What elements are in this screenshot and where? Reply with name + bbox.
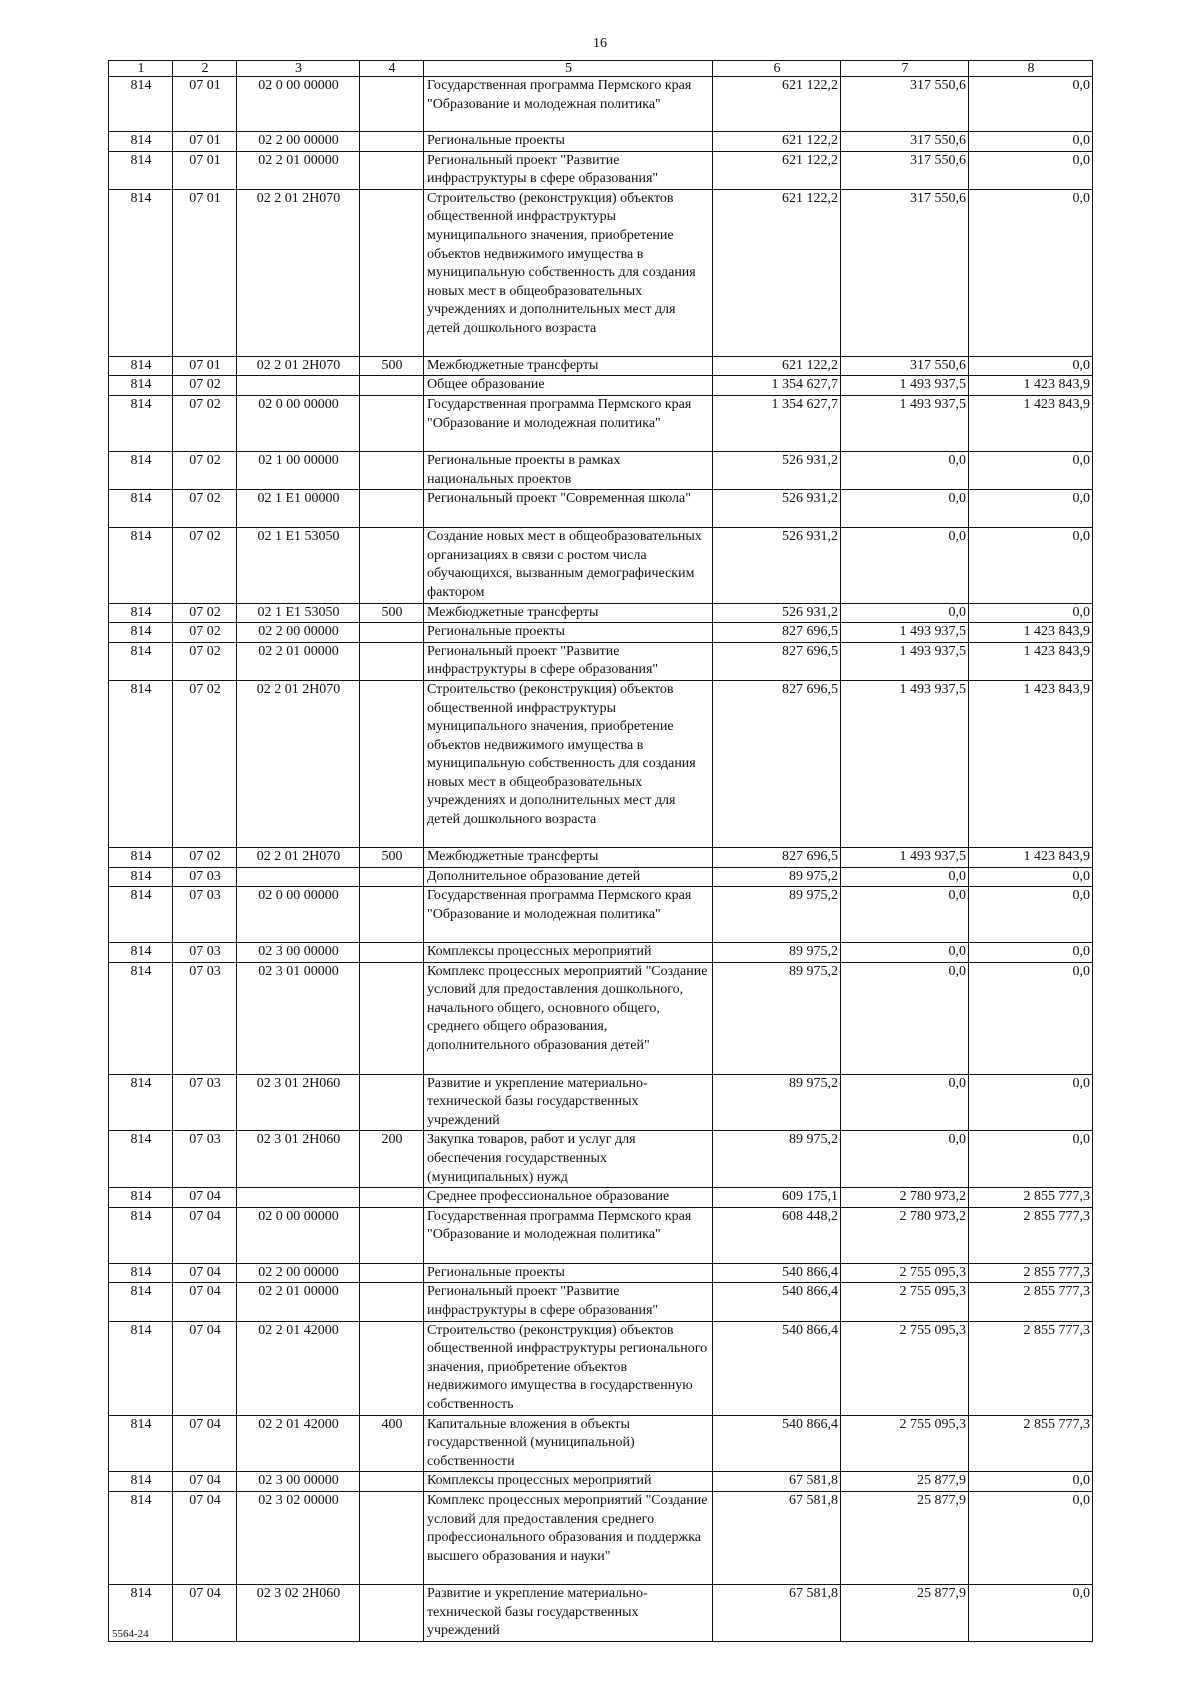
cell-description: Строительство (реконструкция) объектов общественной инфраструктуры муниципального значения, приобретение объектов недвижимого имущества в муниципальную собственность для создания новых мест в общеобразовательных учреждениях и дополнительных мест для детей дошкольного возраста: [424, 189, 713, 356]
cell-section: 07 01: [173, 132, 237, 152]
cell-amount-col6: 608 448,2: [713, 1207, 841, 1263]
cell-amount-col7: 317 550,6: [841, 132, 969, 152]
cell-target-article: 02 2 00 00000: [237, 1263, 360, 1283]
cell-amount-col6: 540 866,4: [713, 1415, 841, 1472]
table-row: [109, 603, 1093, 623]
cell-chapter: 814: [109, 1188, 173, 1208]
table-row: [109, 943, 1093, 963]
cell-section: 07 03: [173, 1131, 237, 1188]
cell-amount-col7: 1 493 937,5: [841, 680, 969, 847]
cell-chapter: 814: [109, 376, 173, 396]
cell-amount-col6: 89 975,2: [713, 943, 841, 963]
cell-amount-col7: 2 755 095,3: [841, 1415, 969, 1472]
cell-amount-col8: 2 855 777,3: [969, 1415, 1093, 1472]
cell-section: 07 04: [173, 1415, 237, 1472]
cell-chapter: 814: [109, 680, 173, 847]
table-row: [109, 867, 1093, 887]
cell-amount-col8: 0,0: [969, 1074, 1093, 1131]
cell-expense-type: [360, 395, 424, 451]
cell-amount-col7: 1 493 937,5: [841, 376, 969, 396]
cell-amount-col7: 0,0: [841, 962, 969, 1074]
table-row: [109, 1074, 1093, 1131]
cell-amount-col7: 0,0: [841, 887, 969, 943]
cell-chapter: 814: [109, 847, 173, 867]
cell-expense-type: [360, 1074, 424, 1131]
cell-target-article: 02 2 01 00000: [237, 642, 360, 680]
cell-description: Дополнительное образование детей: [424, 867, 713, 887]
cell-amount-col7: 25 877,9: [841, 1491, 969, 1584]
table-row: [109, 1263, 1093, 1283]
cell-expense-type: 400: [360, 1415, 424, 1472]
cell-amount-col6: 540 866,4: [713, 1283, 841, 1321]
cell-target-article: 02 2 01 00000: [237, 1283, 360, 1321]
cell-section: 07 04: [173, 1584, 237, 1641]
table-row: [109, 1491, 1093, 1584]
cell-section: 07 04: [173, 1321, 237, 1415]
cell-amount-col6: 526 931,2: [713, 451, 841, 489]
table-row: [109, 642, 1093, 680]
cell-chapter: 814: [109, 1131, 173, 1188]
cell-amount-col8: 2 855 777,3: [969, 1263, 1093, 1283]
cell-expense-type: [360, 887, 424, 943]
cell-chapter: 814: [109, 867, 173, 887]
cell-chapter: 814: [109, 77, 173, 132]
cell-amount-col8: 0,0: [969, 1584, 1093, 1641]
cell-amount-col8: 1 423 843,9: [969, 847, 1093, 867]
table-row: [109, 1415, 1093, 1472]
table-row: [109, 847, 1093, 867]
cell-expense-type: [360, 1263, 424, 1283]
cell-target-article: 02 3 02 00000: [237, 1491, 360, 1584]
cell-target-article: 02 1 E1 53050: [237, 603, 360, 623]
col-header-4: 4: [360, 61, 424, 77]
cell-amount-col8: 0,0: [969, 132, 1093, 152]
cell-amount-col7: 0,0: [841, 867, 969, 887]
cell-amount-col7: 0,0: [841, 603, 969, 623]
budget-table: [108, 60, 1093, 1642]
cell-chapter: 814: [109, 1491, 173, 1584]
cell-expense-type: [360, 943, 424, 963]
cell-amount-col8: 0,0: [969, 962, 1093, 1074]
col-header-7: 7: [841, 61, 969, 77]
cell-description: Строительство (реконструкция) объектов общественной инфраструктуры муниципального значения, приобретение объектов недвижимого имущества в муниципальную собственность для создания новых мест в общеобразовательных учреждениях и дополнительных мест для детей дошкольного возраста: [424, 680, 713, 847]
cell-description: Межбюджетные трансферты: [424, 356, 713, 376]
cell-amount-col7: 317 550,6: [841, 189, 969, 356]
table-row: [109, 1321, 1093, 1415]
table-row: [109, 1283, 1093, 1321]
cell-target-article: 02 2 01 00000: [237, 151, 360, 189]
cell-chapter: 814: [109, 451, 173, 489]
cell-amount-col8: 1 423 843,9: [969, 642, 1093, 680]
cell-amount-col7: 2 755 095,3: [841, 1321, 969, 1415]
cell-amount-col8: 1 423 843,9: [969, 395, 1093, 451]
cell-expense-type: [360, 376, 424, 396]
cell-amount-col6: 526 931,2: [713, 603, 841, 623]
cell-target-article: 02 3 02 2Н060: [237, 1584, 360, 1641]
cell-chapter: 814: [109, 528, 173, 603]
cell-amount-col7: 1 493 937,5: [841, 395, 969, 451]
cell-description: Государственная программа Пермского края "Образование и молодежная политика": [424, 1207, 713, 1263]
cell-amount-col6: 621 122,2: [713, 189, 841, 356]
cell-section: 07 02: [173, 642, 237, 680]
cell-amount-col8: 0,0: [969, 356, 1093, 376]
table-row: [109, 528, 1093, 603]
cell-amount-col6: 621 122,2: [713, 151, 841, 189]
col-header-1: 1: [109, 61, 173, 77]
cell-target-article: 02 3 01 2Н060: [237, 1074, 360, 1131]
col-header-6: 6: [713, 61, 841, 77]
cell-target-article: 02 0 00 00000: [237, 395, 360, 451]
cell-expense-type: [360, 490, 424, 528]
cell-amount-col6: 827 696,5: [713, 623, 841, 643]
cell-section: 07 03: [173, 962, 237, 1074]
cell-description: Создание новых мест в общеобразовательных организациях в связи с ростом числа обучающихся, вызванным демографическим фактором: [424, 528, 713, 603]
cell-expense-type: [360, 642, 424, 680]
cell-chapter: 814: [109, 1321, 173, 1415]
cell-description: Региональный проект "Развитие инфраструктуры в сфере образования": [424, 1283, 713, 1321]
table-row: [109, 1131, 1093, 1188]
cell-target-article: 02 0 00 00000: [237, 887, 360, 943]
cell-expense-type: [360, 77, 424, 132]
col-header-2: 2: [173, 61, 237, 77]
cell-section: 07 03: [173, 867, 237, 887]
cell-chapter: 814: [109, 962, 173, 1074]
cell-description: Среднее профессиональное образование: [424, 1188, 713, 1208]
cell-expense-type: [360, 528, 424, 603]
cell-section: 07 04: [173, 1283, 237, 1321]
cell-chapter: 814: [109, 151, 173, 189]
cell-section: 07 02: [173, 603, 237, 623]
cell-target-article: 02 3 00 00000: [237, 943, 360, 963]
cell-description: Развитие и укрепление материально-технической базы государственных учреждений: [424, 1074, 713, 1131]
cell-section: 07 02: [173, 623, 237, 643]
cell-target-article: 02 3 01 00000: [237, 962, 360, 1074]
cell-target-article: 02 2 01 2Н070: [237, 356, 360, 376]
cell-section: 07 04: [173, 1207, 237, 1263]
cell-section: 07 01: [173, 77, 237, 132]
cell-amount-col8: 0,0: [969, 451, 1093, 489]
cell-amount-col6: 621 122,2: [713, 132, 841, 152]
cell-amount-col6: 67 581,8: [713, 1584, 841, 1641]
cell-description: Капитальные вложения в объекты государственной (муниципальной) собственности: [424, 1415, 713, 1472]
cell-amount-col6: 89 975,2: [713, 1131, 841, 1188]
cell-chapter: 814: [109, 1584, 173, 1641]
cell-description: Региональный проект "Развитие инфраструктуры в сфере образования": [424, 642, 713, 680]
cell-amount-col8: 0,0: [969, 528, 1093, 603]
table-body: [109, 77, 1093, 1642]
cell-expense-type: [360, 1321, 424, 1415]
cell-amount-col8: 2 855 777,3: [969, 1207, 1093, 1263]
cell-chapter: 814: [109, 1472, 173, 1492]
table-row: [109, 451, 1093, 489]
header-row: [109, 61, 1093, 77]
cell-amount-col7: 2 755 095,3: [841, 1283, 969, 1321]
cell-chapter: 814: [109, 189, 173, 356]
table-row: [109, 623, 1093, 643]
cell-section: 07 04: [173, 1263, 237, 1283]
cell-description: Региональный проект "Развитие инфраструктуры в сфере образования": [424, 151, 713, 189]
cell-amount-col7: 1 493 937,5: [841, 847, 969, 867]
cell-chapter: 814: [109, 603, 173, 623]
cell-section: 07 02: [173, 395, 237, 451]
cell-expense-type: [360, 680, 424, 847]
cell-amount-col8: 0,0: [969, 1472, 1093, 1492]
table-row: [109, 490, 1093, 528]
cell-target-article: 02 2 01 42000: [237, 1321, 360, 1415]
cell-amount-col6: 540 866,4: [713, 1263, 841, 1283]
table-row: [109, 1188, 1093, 1208]
cell-section: 07 02: [173, 528, 237, 603]
cell-amount-col6: 827 696,5: [713, 642, 841, 680]
cell-amount-col7: 0,0: [841, 490, 969, 528]
cell-expense-type: 500: [360, 603, 424, 623]
cell-amount-col7: 317 550,6: [841, 151, 969, 189]
cell-description: Региональные проекты: [424, 132, 713, 152]
cell-amount-col6: 526 931,2: [713, 528, 841, 603]
cell-amount-col6: 540 866,4: [713, 1321, 841, 1415]
cell-chapter: 814: [109, 356, 173, 376]
page-number: 16: [593, 36, 607, 51]
document-code: 5564-24: [112, 1628, 149, 1640]
cell-amount-col7: 2 755 095,3: [841, 1263, 969, 1283]
cell-expense-type: [360, 1188, 424, 1208]
cell-amount-col6: 827 696,5: [713, 847, 841, 867]
cell-section: 07 02: [173, 680, 237, 847]
cell-amount-col7: 0,0: [841, 1131, 969, 1188]
cell-amount-col7: 0,0: [841, 451, 969, 489]
cell-amount-col8: 2 855 777,3: [969, 1283, 1093, 1321]
cell-description: Межбюджетные трансферты: [424, 847, 713, 867]
cell-target-article: 02 1 E1 53050: [237, 528, 360, 603]
cell-chapter: 814: [109, 1415, 173, 1472]
table-row: [109, 395, 1093, 451]
cell-amount-col8: 0,0: [969, 1491, 1093, 1584]
cell-target-article: 02 1 E1 00000: [237, 490, 360, 528]
cell-chapter: 814: [109, 1263, 173, 1283]
cell-section: 07 04: [173, 1472, 237, 1492]
cell-target-article: 02 0 00 00000: [237, 1207, 360, 1263]
cell-description: Межбюджетные трансферты: [424, 603, 713, 623]
cell-target-article: 02 1 00 00000: [237, 451, 360, 489]
cell-amount-col8: 0,0: [969, 867, 1093, 887]
cell-section: 07 03: [173, 1074, 237, 1131]
cell-amount-col6: 621 122,2: [713, 77, 841, 132]
cell-section: 07 02: [173, 376, 237, 396]
cell-target-article: 02 3 01 2Н060: [237, 1131, 360, 1188]
cell-amount-col6: 67 581,8: [713, 1491, 841, 1584]
cell-section: 07 03: [173, 887, 237, 943]
cell-description: Региональный проект "Современная школа": [424, 490, 713, 528]
cell-amount-col7: 317 550,6: [841, 77, 969, 132]
cell-amount-col6: 609 175,1: [713, 1188, 841, 1208]
cell-target-article: 02 3 00 00000: [237, 1472, 360, 1492]
table-row: [109, 1207, 1093, 1263]
cell-target-article: 02 2 00 00000: [237, 623, 360, 643]
table-row: [109, 376, 1093, 396]
cell-expense-type: [360, 1207, 424, 1263]
cell-section: 07 04: [173, 1188, 237, 1208]
cell-description: Общее образование: [424, 376, 713, 396]
cell-section: 07 01: [173, 151, 237, 189]
cell-expense-type: [360, 867, 424, 887]
cell-expense-type: 500: [360, 356, 424, 376]
cell-amount-col8: 1 423 843,9: [969, 623, 1093, 643]
cell-amount-col8: 2 855 777,3: [969, 1188, 1093, 1208]
table-row: [109, 151, 1093, 189]
cell-expense-type: [360, 151, 424, 189]
cell-chapter: 814: [109, 395, 173, 451]
cell-amount-col7: 1 493 937,5: [841, 642, 969, 680]
col-header-5: 5: [424, 61, 713, 77]
cell-description: Закупка товаров, работ и услуг для обеспечения государственных (муниципальных) нужд: [424, 1131, 713, 1188]
cell-expense-type: [360, 451, 424, 489]
cell-amount-col8: 0,0: [969, 189, 1093, 356]
cell-amount-col7: 25 877,9: [841, 1472, 969, 1492]
cell-chapter: 814: [109, 1207, 173, 1263]
cell-target-article: 02 2 01 42000: [237, 1415, 360, 1472]
cell-amount-col7: 2 780 973,2: [841, 1188, 969, 1208]
cell-amount-col7: 0,0: [841, 1074, 969, 1131]
cell-section: 07 04: [173, 1491, 237, 1584]
cell-expense-type: [360, 189, 424, 356]
cell-amount-col8: 0,0: [969, 151, 1093, 189]
cell-chapter: 814: [109, 623, 173, 643]
table-row: [109, 77, 1093, 132]
cell-target-article: [237, 867, 360, 887]
cell-description: Развитие и укрепление материально-технической базы государственных учреждений: [424, 1584, 713, 1641]
table-row: [109, 1584, 1093, 1641]
cell-amount-col6: 89 975,2: [713, 962, 841, 1074]
cell-section: 07 01: [173, 189, 237, 356]
col-header-3: 3: [237, 61, 360, 77]
cell-chapter: 814: [109, 642, 173, 680]
cell-chapter: 814: [109, 943, 173, 963]
cell-expense-type: [360, 132, 424, 152]
cell-expense-type: 200: [360, 1131, 424, 1188]
table-row: [109, 1472, 1093, 1492]
col-header-8: 8: [969, 61, 1093, 77]
cell-expense-type: [360, 1584, 424, 1641]
cell-description: Региональные проекты: [424, 1263, 713, 1283]
cell-description: Государственная программа Пермского края "Образование и молодежная политика": [424, 887, 713, 943]
cell-amount-col6: 89 975,2: [713, 1074, 841, 1131]
cell-expense-type: [360, 962, 424, 1074]
cell-description: Комплекс процессных мероприятий "Создание условий для предоставления среднего профессионального образования и поддержка высшего образования и науки": [424, 1491, 713, 1584]
cell-amount-col8: 0,0: [969, 887, 1093, 943]
cell-expense-type: 500: [360, 847, 424, 867]
cell-description: Комплексы процессных мероприятий: [424, 1472, 713, 1492]
cell-amount-col6: 1 354 627,7: [713, 376, 841, 396]
cell-target-article: 02 2 00 00000: [237, 132, 360, 152]
cell-amount-col7: 1 493 937,5: [841, 623, 969, 643]
cell-amount-col8: 0,0: [969, 490, 1093, 528]
cell-amount-col7: 0,0: [841, 528, 969, 603]
cell-amount-col8: 0,0: [969, 603, 1093, 623]
cell-target-article: 02 0 00 00000: [237, 77, 360, 132]
cell-section: 07 02: [173, 847, 237, 867]
cell-expense-type: [360, 1283, 424, 1321]
cell-amount-col7: 25 877,9: [841, 1584, 969, 1641]
cell-section: 07 02: [173, 451, 237, 489]
cell-amount-col6: 67 581,8: [713, 1472, 841, 1492]
cell-description: Региональные проекты: [424, 623, 713, 643]
cell-description: Строительство (реконструкция) объектов общественной инфраструктуры регионального значения, приобретение объектов недвижимого имущества в государственную собственность: [424, 1321, 713, 1415]
cell-chapter: 814: [109, 1074, 173, 1131]
cell-amount-col6: 89 975,2: [713, 887, 841, 943]
table-row: [109, 962, 1093, 1074]
table-row: [109, 680, 1093, 847]
cell-amount-col8: 0,0: [969, 77, 1093, 132]
cell-chapter: 814: [109, 887, 173, 943]
cell-expense-type: [360, 623, 424, 643]
cell-description: Государственная программа Пермского края "Образование и молодежная политика": [424, 77, 713, 132]
cell-chapter: 814: [109, 490, 173, 528]
cell-section: 07 01: [173, 356, 237, 376]
cell-expense-type: [360, 1472, 424, 1492]
cell-target-article: [237, 1188, 360, 1208]
cell-amount-col8: 0,0: [969, 1131, 1093, 1188]
table-row: [109, 887, 1093, 943]
cell-amount-col8: 1 423 843,9: [969, 680, 1093, 847]
cell-amount-col6: 89 975,2: [713, 867, 841, 887]
cell-description: Региональные проекты в рамках национальных проектов: [424, 451, 713, 489]
cell-amount-col7: 317 550,6: [841, 356, 969, 376]
cell-chapter: 814: [109, 1283, 173, 1321]
cell-description: Комплекс процессных мероприятий "Создание условий для предоставления дошкольного, начального общего, основного общего, среднего общего образования, дополнительного образования детей": [424, 962, 713, 1074]
table-row: [109, 356, 1093, 376]
cell-amount-col8: 1 423 843,9: [969, 376, 1093, 396]
table-row: [109, 189, 1093, 356]
cell-target-article: 02 2 01 2Н070: [237, 847, 360, 867]
cell-expense-type: [360, 1491, 424, 1584]
cell-chapter: 814: [109, 132, 173, 152]
cell-section: 07 02: [173, 490, 237, 528]
cell-amount-col6: 621 122,2: [713, 356, 841, 376]
cell-amount-col7: 2 780 973,2: [841, 1207, 969, 1263]
cell-description: Государственная программа Пермского края "Образование и молодежная политика": [424, 395, 713, 451]
cell-amount-col6: 526 931,2: [713, 490, 841, 528]
cell-description: Комплексы процессных мероприятий: [424, 943, 713, 963]
cell-target-article: 02 2 01 2Н070: [237, 189, 360, 356]
cell-amount-col6: 827 696,5: [713, 680, 841, 847]
cell-target-article: [237, 376, 360, 396]
cell-section: 07 03: [173, 943, 237, 963]
cell-amount-col8: 0,0: [969, 943, 1093, 963]
cell-amount-col7: 0,0: [841, 943, 969, 963]
cell-amount-col6: 1 354 627,7: [713, 395, 841, 451]
cell-amount-col8: 2 855 777,3: [969, 1321, 1093, 1415]
cell-target-article: 02 2 01 2Н070: [237, 680, 360, 847]
table-row: [109, 132, 1093, 152]
